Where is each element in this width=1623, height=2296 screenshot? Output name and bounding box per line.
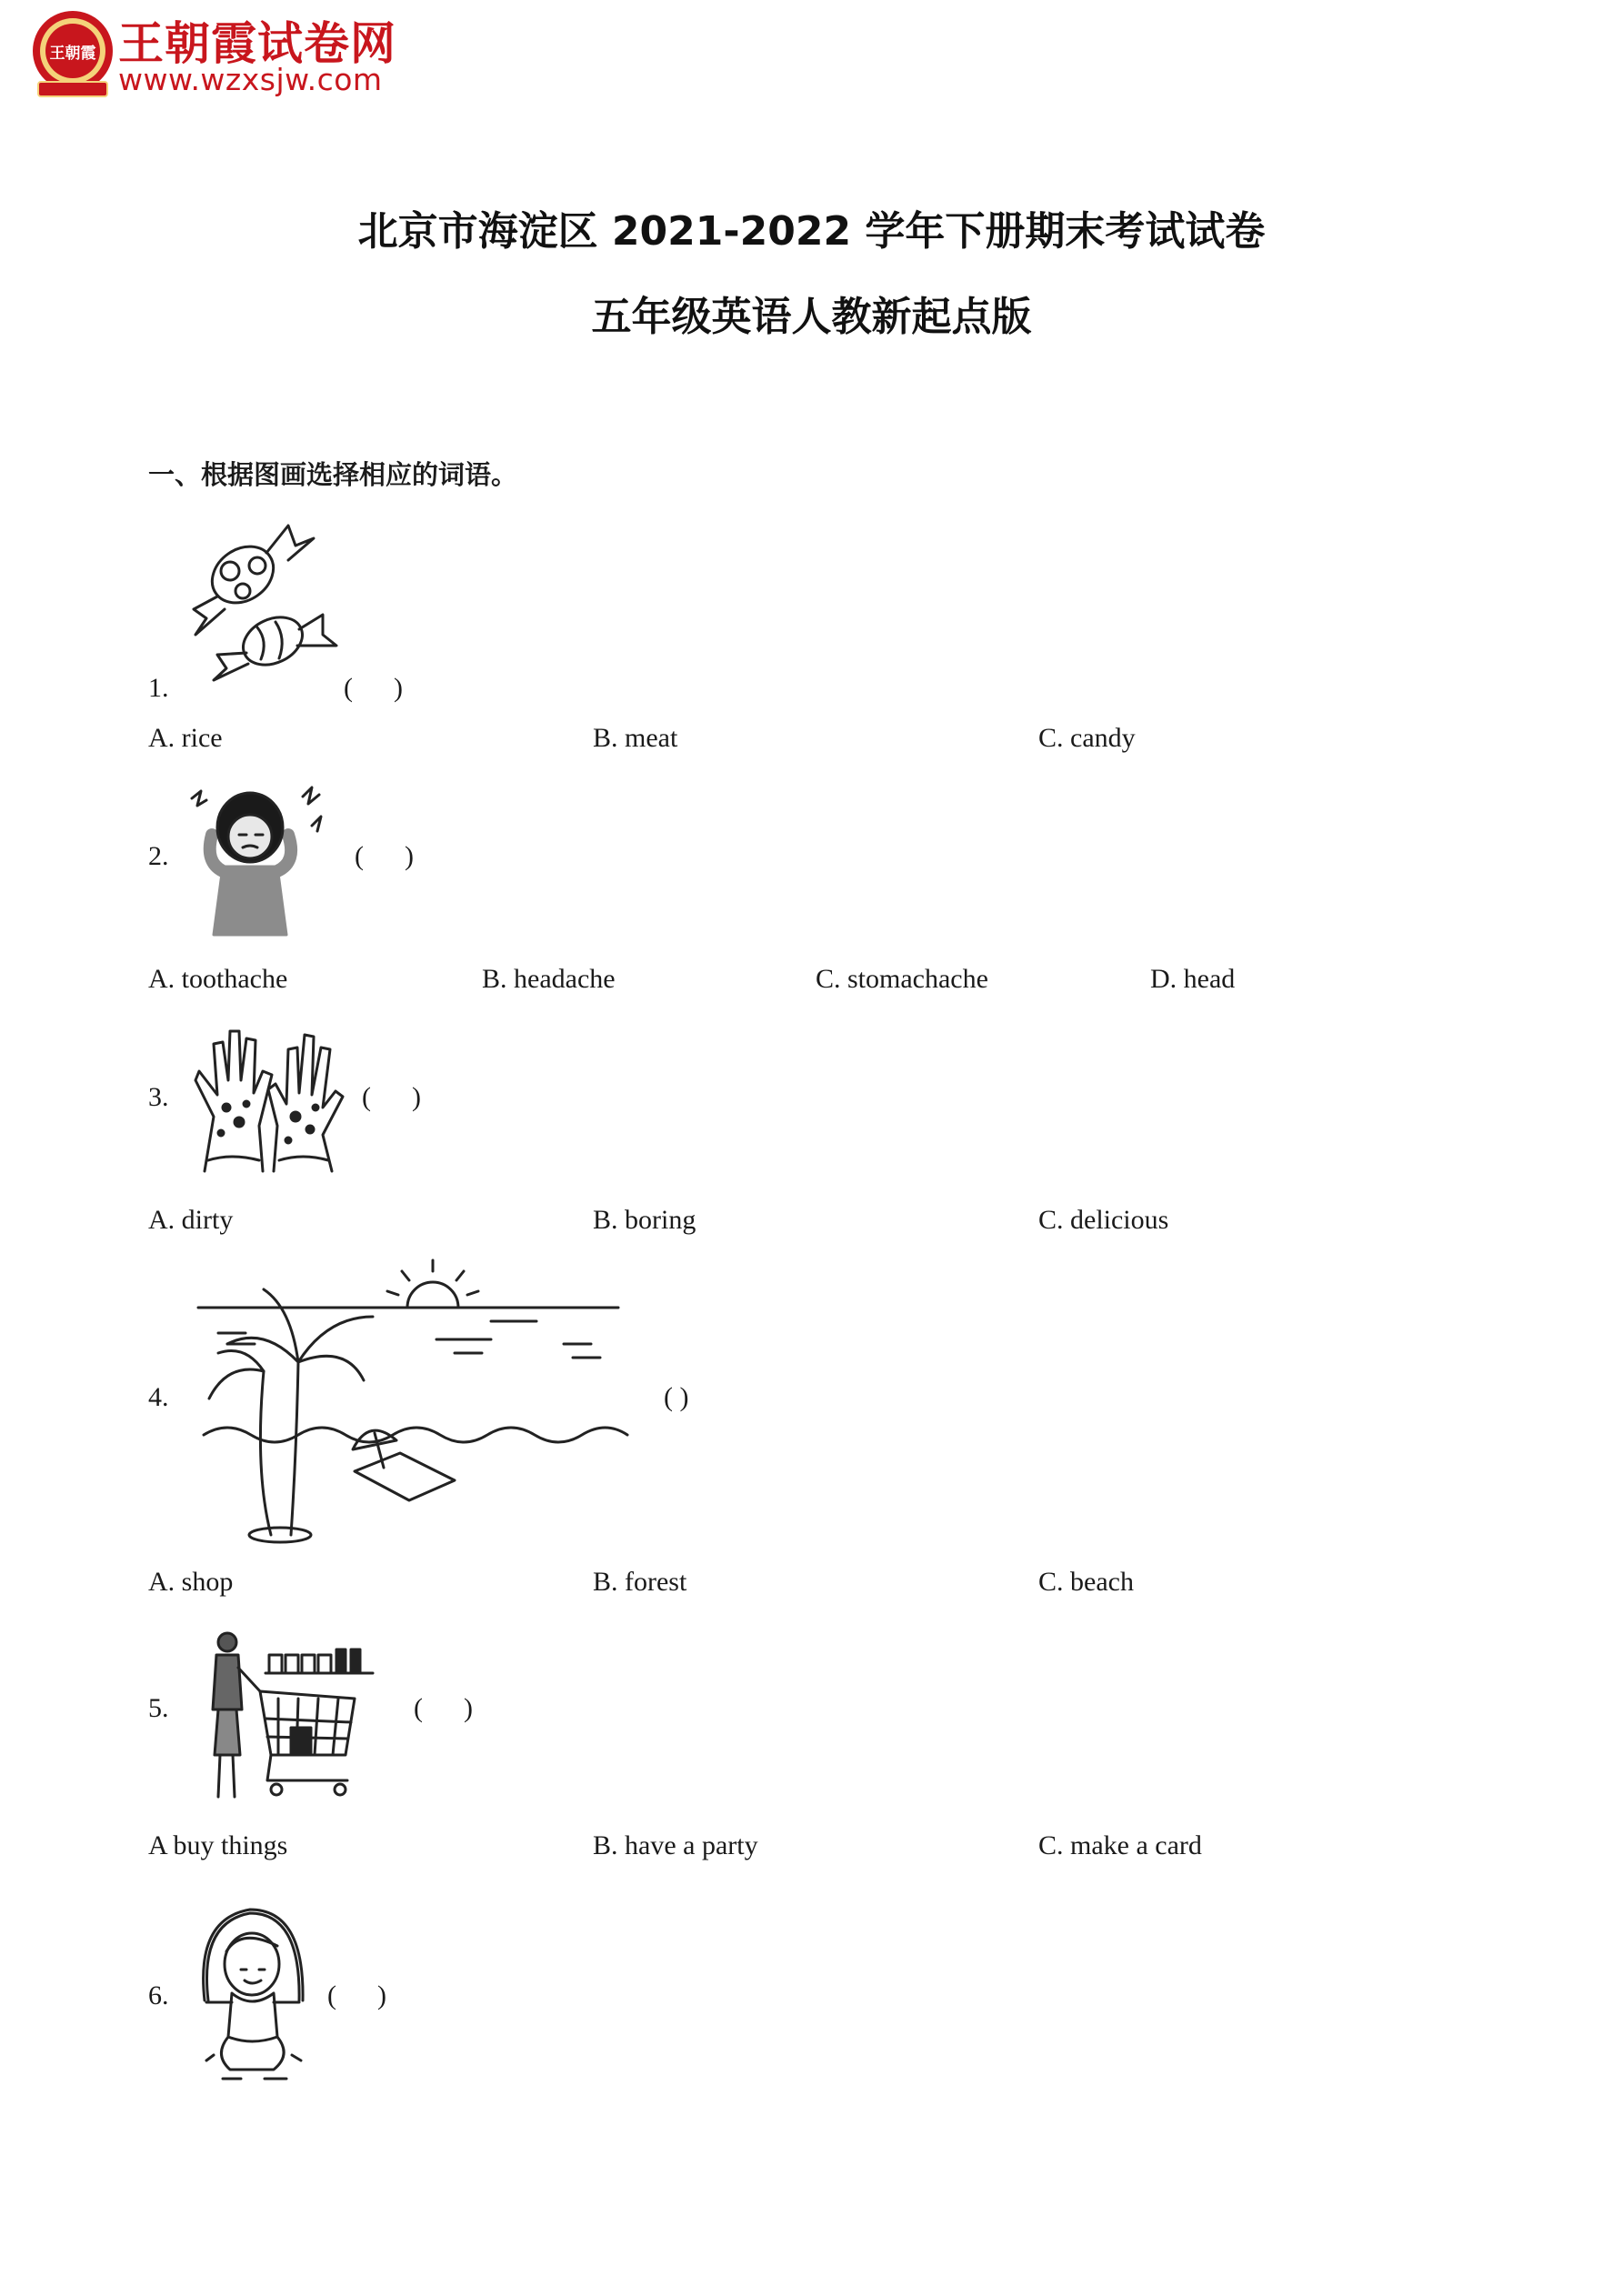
option-a[interactable]: A. shop — [148, 1567, 234, 1597]
section-heading: 一、根据图画选择相应的词语。 — [148, 459, 518, 490]
option-c[interactable]: C. delicious — [1038, 1205, 1169, 1235]
option-b[interactable]: B. headache — [482, 964, 616, 994]
answer-blank[interactable]: ( ) — [327, 1980, 386, 2010]
option-b[interactable]: B. boring — [593, 1205, 696, 1235]
beach-icon — [191, 1253, 627, 1544]
option-c[interactable]: C. stomachache — [816, 964, 988, 994]
shopping-cart-icon — [200, 1628, 373, 1800]
option-a[interactable]: A. rice — [148, 723, 223, 753]
question-number: 1. — [148, 673, 169, 703]
option-a[interactable]: A. toothache — [148, 964, 288, 994]
brand-name: 王朝霞试卷网 — [118, 17, 396, 70]
exam-subtitle: 五年级英语人教新起点版 — [591, 294, 1032, 340]
site-logo — [27, 9, 118, 100]
option-c[interactable]: C. make a card — [1038, 1830, 1202, 1860]
jump-rope-girl-icon — [186, 1900, 323, 2091]
answer-blank[interactable]: ( ) — [344, 673, 403, 703]
option-c[interactable]: C. beach — [1038, 1567, 1134, 1597]
option-a[interactable]: A buy things — [148, 1830, 288, 1860]
headache-girl-icon — [186, 771, 323, 935]
dirty-hands-icon — [186, 1017, 350, 1180]
answer-blank[interactable]: ( ) — [362, 1082, 421, 1112]
option-b[interactable]: B. forest — [593, 1567, 687, 1597]
question-number: 4. — [148, 1382, 169, 1412]
svg-text:王朝霞: 王朝霞 — [49, 45, 96, 63]
question-number: 5. — [148, 1693, 169, 1723]
answer-blank[interactable]: ( ) — [664, 1382, 689, 1412]
option-d[interactable]: D. head — [1150, 964, 1236, 994]
question-number: 3. — [148, 1082, 169, 1112]
question-number: 6. — [148, 1980, 169, 2010]
logo-emblem-icon — [27, 9, 118, 100]
answer-blank[interactable]: ( ) — [414, 1693, 473, 1723]
option-b[interactable]: B. meat — [593, 723, 678, 753]
option-b[interactable]: B. have a party — [593, 1830, 758, 1860]
option-a[interactable]: A. dirty — [148, 1205, 234, 1235]
question-number: 2. — [148, 841, 169, 871]
candy-icon — [186, 518, 336, 691]
option-c[interactable]: C. candy — [1038, 723, 1136, 753]
exam-title: 北京市海淀区 2021-2022 学年下册期末考试试卷 — [357, 208, 1266, 255]
answer-blank[interactable]: ( ) — [355, 841, 414, 871]
brand-url[interactable]: www.wzxsjw.com — [118, 62, 383, 97]
